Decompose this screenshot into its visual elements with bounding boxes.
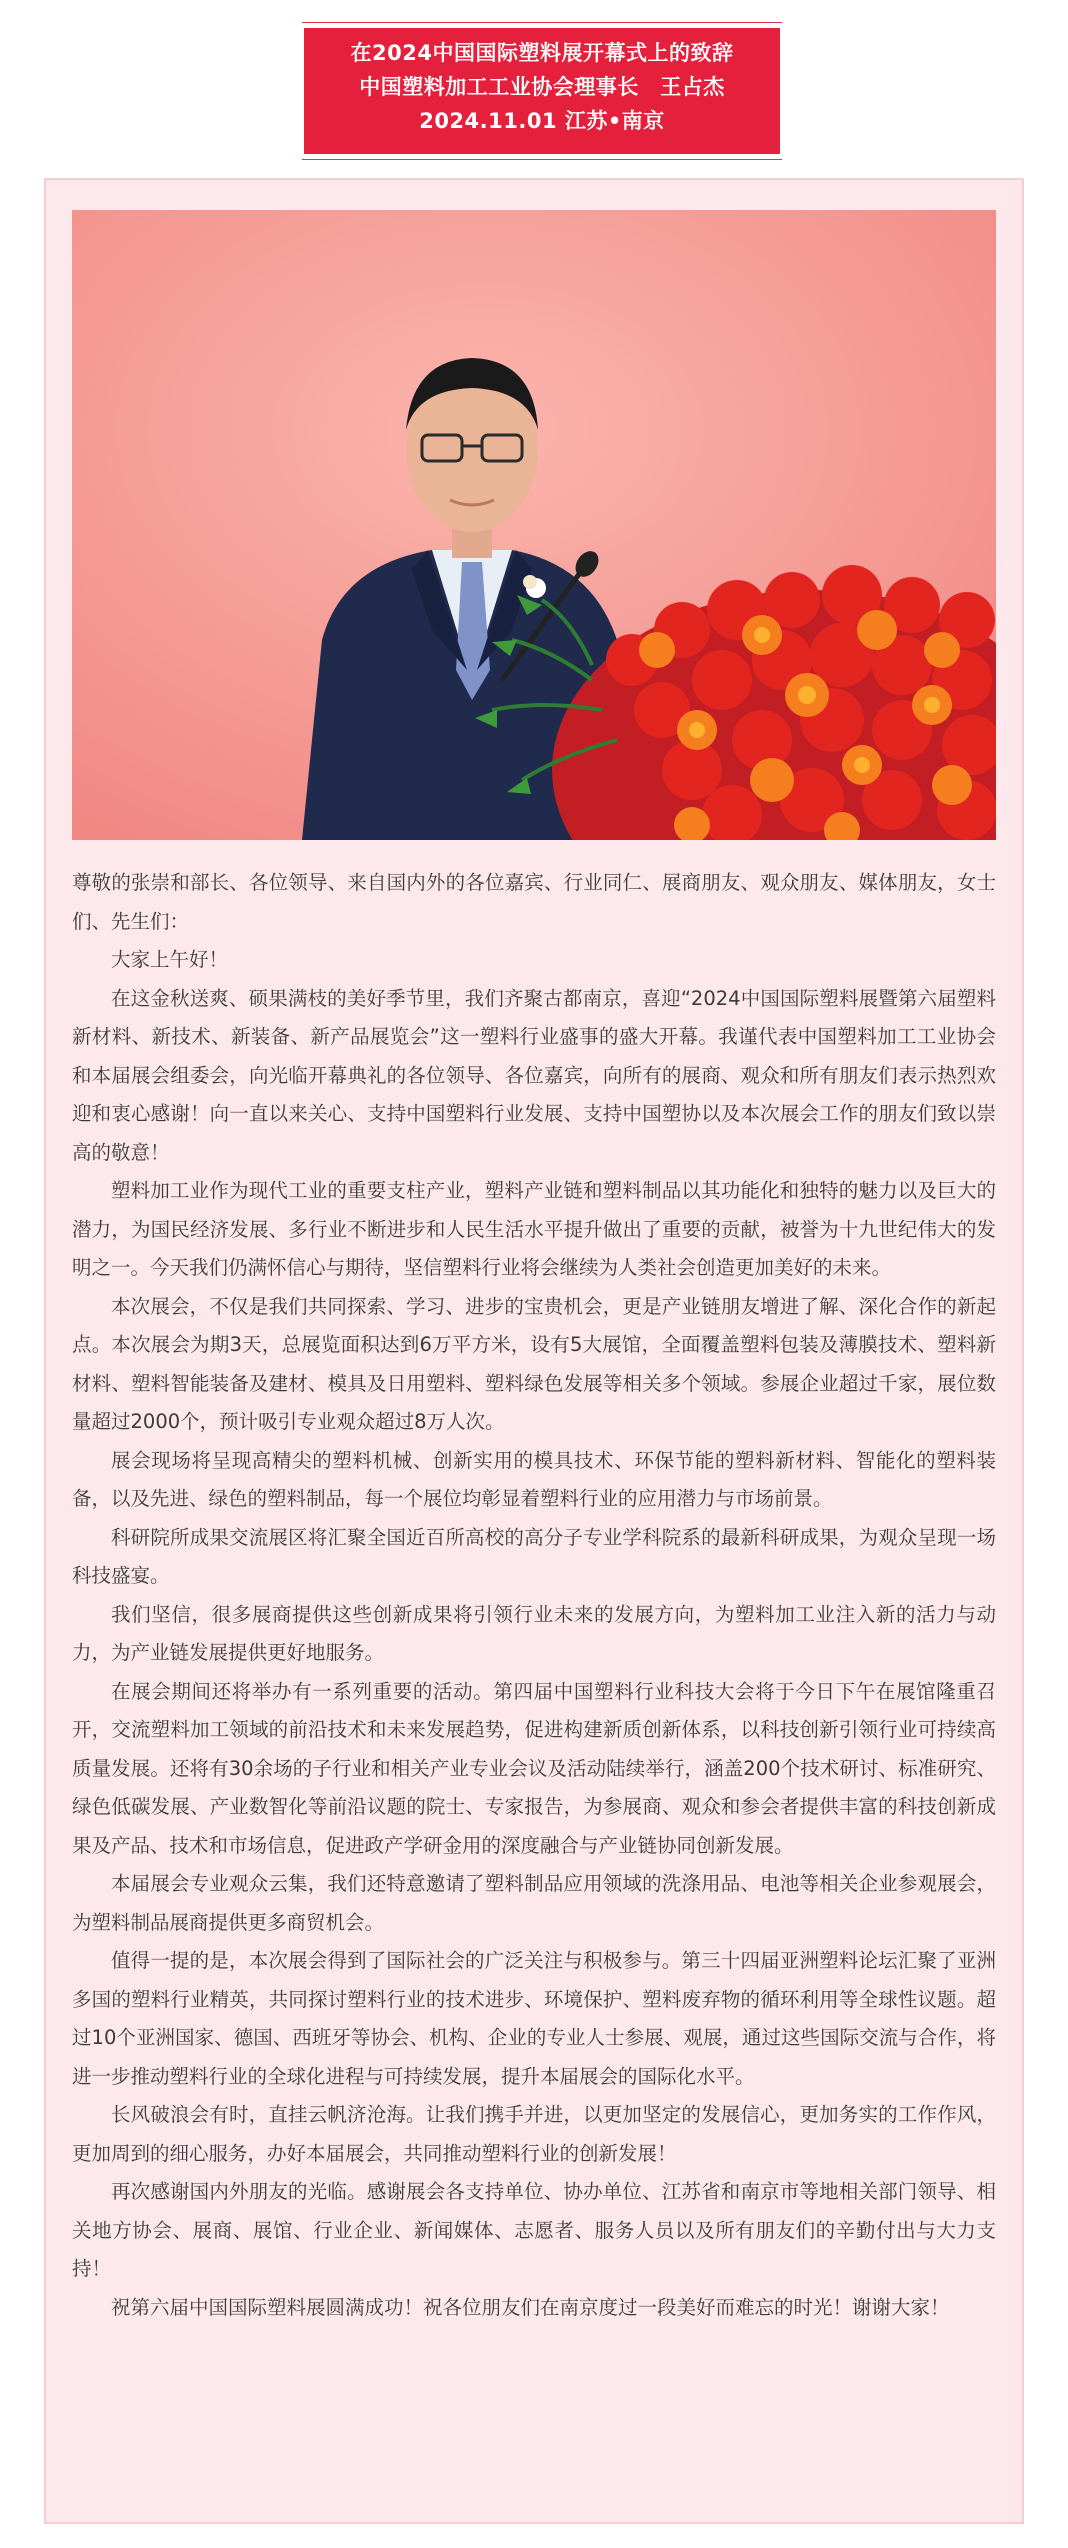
body-paragraph: 在这金秋送爽、硕果满枝的美好季节里，我们齐聚古都南京，喜迎“2024中国国际塑料展暨第六届塑料新材料、新技术、新装备、新产品展览会”这一塑料行业盛事的盛大开幕。我谨代表中国塑料加工工业协会和本届展会组委会，向光临开幕典礼的各位领导、各位嘉宾，向所有的展商、观众和所有朋友们表示热烈欢迎和衷心感谢！向一直以来关心、支持中国塑料行业发展、支持中国塑协以及本次展会工作的朋友们致以崇高的敬意！: [72, 986, 996, 1164]
salutation-paragraph: 尊敬的张崇和部长、各位领导、来自国内外的各位嘉宾、行业同仁、展商朋友、观众朋友、媒体朋友，女士们、先生们：: [72, 871, 996, 933]
body-paragraph: 本届展会专业观众云集，我们还特意邀请了塑料制品应用领域的洗涤用品、电池等相关企业参观展会，为塑料制品展商提供更多商贸机会。: [72, 1872, 996, 1934]
speech-article: [72, 864, 996, 2327]
banner-top-rule: [302, 22, 782, 23]
title-banner: [302, 22, 782, 160]
speaker-photo: [72, 210, 996, 840]
closing-paragraph: 祝第六届中国国际塑料展圆满成功！祝各位朋友们在南京度过一段美好而难忘的时光！谢谢大家！: [111, 2295, 950, 2319]
body-paragraph: 长风破浪会有时，直挂云帆济沧海。让我们携手并进，以更加坚定的发展信心，更加务实的工作作风，更加周到的细心服务，办好本届展会，共同推动塑料行业的创新发展！: [72, 2103, 996, 2165]
title-line-3: 2024.11.01 江苏•南京: [419, 109, 665, 133]
body-paragraph: 在展会期间还将举办有一系列重要的活动。第四届中国塑料行业科技大会将于今日下午在展馆隆重召开，交流塑料加工领域的前沿技术和未来发展趋势，促进构建新质创新体系，以科技创新引领行业可持续高质量发展。还将有30余场的子行业和相关产业专业会议及活动陆续举行，涵盖200个技术研讨、标准研究、绿色低碳发展、产业数智化等前沿议题的院士、专家报告，为参展商、观众和参会者提供丰富的科技创新成果及产品、技术和市场信息，促进政产学研金用的深度融合与产业链协同创新发展。: [72, 1679, 996, 1857]
body-paragraph: 值得一提的是，本次展会得到了国际社会的广泛关注与积极参与。第三十四届亚洲塑料论坛汇聚了亚洲多国的塑料行业精英，共同探讨塑料行业的技术进步、环境保护、塑料废弃物的循环利用等全球性议题。超过10个亚洲国家、德国、西班牙等协会、机构、企业的专业人士参展、观展，通过这些国际交流与合作，将进一步推动塑料行业的全球化进程与可持续发展，提升本届展会的国际化水平。: [72, 1949, 996, 2088]
title-box: [304, 28, 780, 154]
body-paragraph: 塑料加工业作为现代工业的重要支柱产业，塑料产业链和塑料制品以其功能化和独特的魅力以及巨大的潜力，为国民经济发展、多行业不断进步和人民生活水平提升做出了重要的贡献，被誉为十九世纪伟大的发明之一。今天我们仍满怀信心与期待，坚信塑料行业将会继续为人类社会创造更加美好的未来。: [72, 1179, 996, 1279]
banner-bottom-rule: [302, 159, 782, 160]
body-paragraph: 大家上午好！: [111, 948, 229, 971]
title-line-1: 在2024中国国际塑料展开幕式上的致辞: [350, 41, 734, 65]
body-paragraph: 科研院所成果交流展区将汇聚全国近百所高校的高分子专业学科院系的最新科研成果，为观众呈现一场科技盛宴。: [72, 1525, 996, 1587]
body-paragraph: 再次感谢国内外朋友的光临。感谢展会各支持单位、协办单位、江苏省和南京市等地相关部门领导、相关地方协会、展商、展馆、行业企业、新闻媒体、志愿者、服务人员以及所有朋友们的辛勤付出与大力支持！: [72, 2180, 996, 2280]
body-paragraph: 展会现场将呈现高精尖的塑料机械、创新实用的模具技术、环保节能的塑料新材料、智能化的塑料装备，以及先进、绿色的塑料制品，每一个展位均彰显着塑料行业的应用潜力与市场前景。: [72, 1448, 996, 1510]
speaker-photo-illustration: [72, 210, 996, 840]
body-paragraph: 我们坚信，很多展商提供这些创新成果将引领行业未来的发展方向，为塑料加工业注入新的活力与动力，为产业链发展提供更好地服务。: [72, 1602, 996, 1664]
title-line-2: 中国塑料加工工业协会理事长 王占杰: [359, 75, 725, 99]
body-paragraph: 本次展会，不仅是我们共同探索、学习、进步的宝贵机会，更是产业链朋友增进了解、深化合作的新起点。本次展会为期3天，总展览面积达到6万平方米，设有5大展馆，全面覆盖塑料包装及薄膜技术、塑料新材料、塑料智能装备及建材、模具及日用塑料、塑料绿色发展等相关多个领域。参展企业超过千家，展位数量超过2000个，预计吸引专业观众超过8万人次。: [72, 1294, 996, 1433]
